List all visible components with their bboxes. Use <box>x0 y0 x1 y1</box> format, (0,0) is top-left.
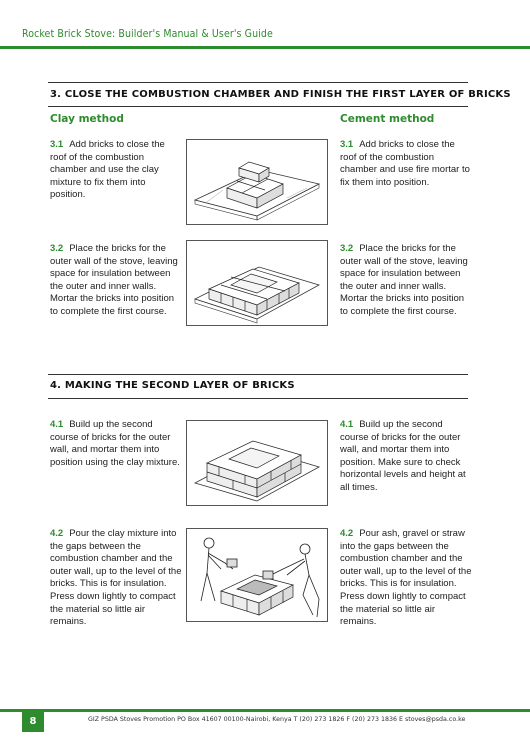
step-3-2-clay <box>50 243 182 319</box>
column-heading-cement: Cement method <box>340 113 435 125</box>
step-4-2-cement <box>340 528 472 629</box>
step-number: 4.2 <box>340 528 354 539</box>
step-3-1-cement <box>340 139 472 189</box>
column-heading-clay: Clay method <box>50 113 124 125</box>
step-text: Add bricks to close the roof of the combustion chamber and use the clay mixture to fix them into position. <box>50 139 165 201</box>
step-text: Place the bricks for the outer wall of the stove, leaving space for insulation between the outer and inner walls. Mortar the bricks into position to complete the first course. <box>50 243 178 317</box>
step-number: 4.1 <box>340 419 354 430</box>
illustration-second-course <box>186 420 328 506</box>
footer-rule <box>0 709 530 712</box>
step-number: 3.2 <box>340 243 354 254</box>
illustration-pouring-insulation <box>186 528 328 622</box>
section-divider <box>48 374 468 375</box>
step-number: 3.1 <box>50 139 64 150</box>
step-text: Pour the clay mixture into the gaps between the combustion chamber and the outer wall, up to the level of the bricks. This is for insulation. Press down lightly to compact the material so little air remains. <box>50 528 182 628</box>
step-text: Build up the second course of bricks for the outer wall, and mortar them into position using the clay mixture. <box>50 419 180 468</box>
step-number: 3.2 <box>50 243 64 254</box>
workers-illustration <box>187 529 327 621</box>
step-text: Place the bricks for the outer wall of the stove, leaving space for insulation between the outer and inner walls. Mortar the bricks into position to complete the first course. <box>340 243 468 317</box>
section-divider <box>48 106 468 107</box>
page-header-title: Rocket Brick Stove: Builder's Manual & User's Guide <box>22 28 273 40</box>
page-number: 8 <box>22 712 44 732</box>
footer-contact-text: GIZ PSDA Stoves Promotion PO Box 41607 00100-Nairobi, Kenya T (20) 273 1826 F (20) 273 1836 E stoves@psda.co.ke <box>88 716 466 723</box>
step-4-2-clay <box>50 528 182 629</box>
step-text: Add bricks to close the roof of the combustion chamber and use fire mortar to fix them into position. <box>340 139 470 188</box>
step-4-1-clay <box>50 419 182 469</box>
step-3-1-clay <box>50 139 182 202</box>
header-rule <box>0 46 530 49</box>
step-number: 3.1 <box>340 139 354 150</box>
step-4-1-cement <box>340 419 472 495</box>
brick-illustration <box>187 421 327 505</box>
illustration-roof-bricks <box>186 139 328 225</box>
step-number: 4.1 <box>50 419 64 430</box>
brick-illustration <box>187 140 327 224</box>
step-3-2-cement <box>340 243 472 319</box>
illustration-first-course <box>186 240 328 326</box>
section-divider <box>48 398 468 399</box>
section-heading-4: 4. MAKING THE SECOND LAYER OF BRICKS <box>50 380 295 391</box>
section-heading-3: 3. CLOSE THE COMBUSTION CHAMBER AND FINISH THE FIRST LAYER OF BRICKS <box>50 89 511 100</box>
section-divider <box>48 82 468 83</box>
brick-illustration <box>187 241 327 325</box>
step-number: 4.2 <box>50 528 64 539</box>
step-text: Build up the second course of bricks for the outer wall, and mortar them into position. Make sure to check horizontal levels and height at all times. <box>340 419 466 493</box>
step-text: Pour ash, gravel or straw into the gaps between the combustion chamber and the outer wall, up to the level of the bricks. This is for insulation. Press down lightly to compact the material so little air remains. <box>340 528 472 628</box>
